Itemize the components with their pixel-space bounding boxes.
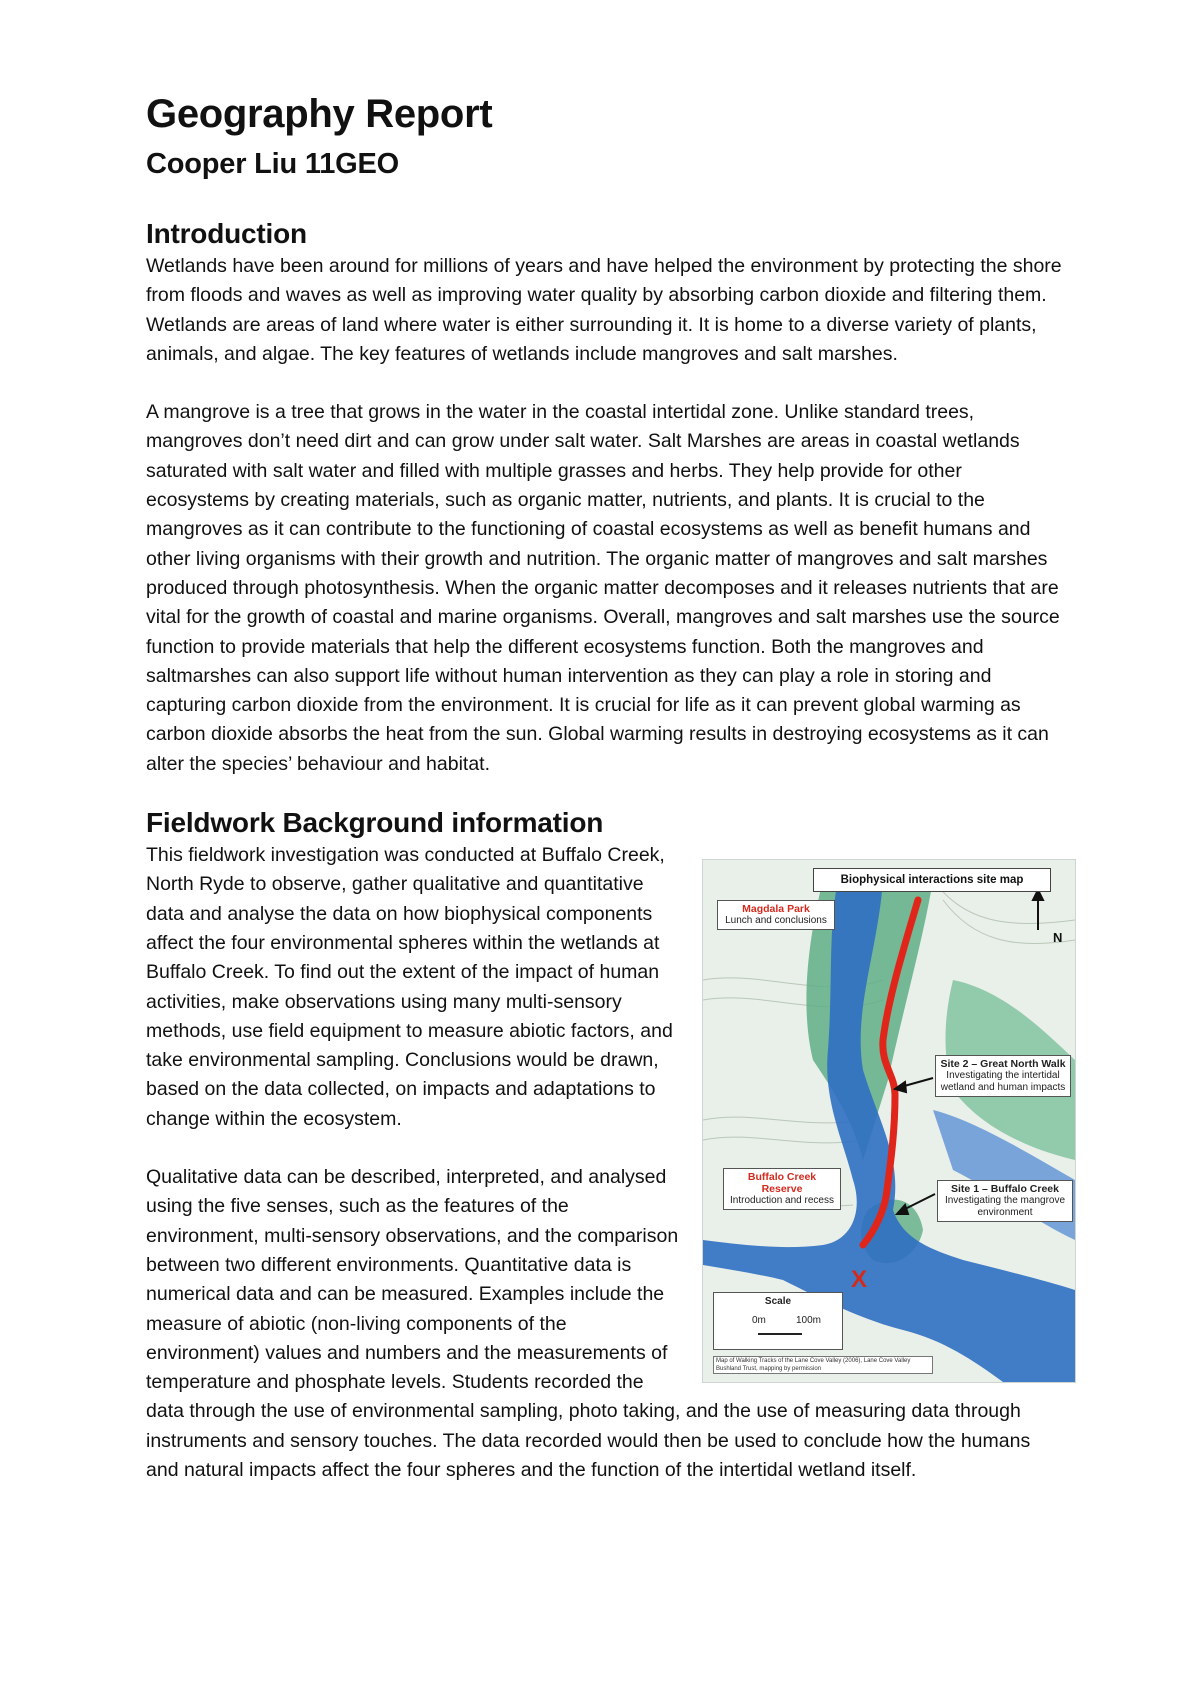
map-label-site-2	[935, 1055, 1071, 1097]
map-label-site-2-title: Site 2 – Great North Walk	[940, 1058, 1066, 1071]
fieldwork-heading: Fieldwork Background information	[146, 807, 604, 839]
map-label-magdala-park	[717, 900, 835, 930]
map-label-magdala-title: Magdala Park	[742, 903, 810, 916]
north-arrow-label: N	[1053, 930, 1063, 946]
map-label-buffalo-creek-reserve	[723, 1168, 841, 1210]
introduction-heading: Introduction	[146, 218, 307, 249]
document-page	[146, 88, 1066, 1485]
map-label-magdala-subtitle: Lunch and conclusions	[725, 915, 827, 927]
map-credit: Map of Walking Tracks of the Lane Cove Valley (2006), Lane Cove Valley Bushland Trust, mapping by permission	[713, 1356, 933, 1374]
site-map-figure	[702, 859, 1076, 1383]
site-x-marker: X	[851, 1266, 868, 1294]
fieldwork-paragraph-1: This fieldwork investigation was conducted at Buffalo Creek, North Ryde to observe, gather qualitative and quantitative data and analyse the data on how biophysical components affect the four environmental spheres within the wetlands at Buffalo Creek. To find out the extent of the impact of human activities, make observations using many multi-sensory methods, use field equipment to measure abiotic factors, and take environmental sampling. Conclusions would be drawn, based on the data collected, on impacts and adaptations to change within the ecosystem.	[146, 844, 673, 1130]
fieldwork-paragraph-2: Qualitative data can be described, interpreted, and analysed using the five senses, such as the features of the environment, multi-sensory observations, and the comparison between two different environments. Quantitative data is numerical data and can be measured. Examples include the measure of abiotic (non-living components of the environment) values and numbers and the measurements of temperature and phosphate levels. Students recorded the data through the use of environmental sampling, photo taking, and the use of measuring data through instruments and sensory touches. The data recorded would then be used to conclude how the humans and natural impacts affect the four spheres and the function of the intertidal wetland itself.	[146, 1166, 1031, 1481]
map-scale-bar	[758, 1333, 802, 1335]
map-label-site-1-title: Site 1 – Buffalo Creek	[951, 1183, 1059, 1196]
introduction-paragraph-1: Wetlands have been around for millions of years and have helped the environment by protecting the shore from floods and waves as well as improving water quality by absorbing carbon dioxide and filtering them. Wetlands are areas of land where water is either surrounding it. It is home to a diverse variety of plants, animals, and algae. The key features of wetlands include mangroves and salt marshes.	[146, 255, 1062, 365]
map-label-site-1-subtitle: Investigating the mangrove environment	[944, 1195, 1066, 1219]
report-subtitle: Cooper Liu 11GEO	[146, 148, 400, 180]
map-scale	[713, 1292, 843, 1350]
map-title: Biophysical interactions site map	[813, 868, 1051, 892]
map-label-site-1	[937, 1180, 1073, 1222]
map-scale-start: 0m	[752, 1315, 766, 1327]
map-scale-end: 100m	[796, 1315, 822, 1327]
map-label-site-2-subtitle: Investigating the intertidal wetland and human impacts	[940, 1070, 1066, 1094]
introduction-paragraph-2: A mangrove is a tree that grows in the water in the coastal intertidal zone. Unlike standard trees, mangroves don’t need dirt and can grow under salt water. Salt Marshes are areas in coastal wetlands saturated with salt water and filled with multiple grasses and herbs. They help provide for other ecosystems by creating materials, such as organic matter, nutrients, and plants. It is crucial to the mangroves as it can contribute to the functioning of coastal ecosystems as well as benefit humans and other living organisms with their growth and nutrition. The organic matter of mangroves and salt marshes produced through photosynthesis. When the organic matter decomposes and it releases nutrients that are vital for the growth of coastal and marine organisms. Overall, mangroves and salt marshes use the source function to provide materials that help the different ecosystems function. Both the mangroves and saltmarshes can also support life without human intervention as they can play a role in storing and capturing carbon dioxide from the environment. It is crucial for life as it can prevent global warming as carbon dioxide absorbs the heat from the sun. Global warming results in destroying ecosystems as it can alter the species’ behaviour and habitat.	[146, 401, 1060, 775]
report-title: Geography Report	[146, 92, 493, 136]
map-label-reserve-title: Buffalo Creek Reserve	[747, 1171, 817, 1196]
map-scale-title: Scale	[764, 1296, 792, 1308]
map-label-reserve-subtitle: Introduction and recess	[730, 1195, 834, 1207]
